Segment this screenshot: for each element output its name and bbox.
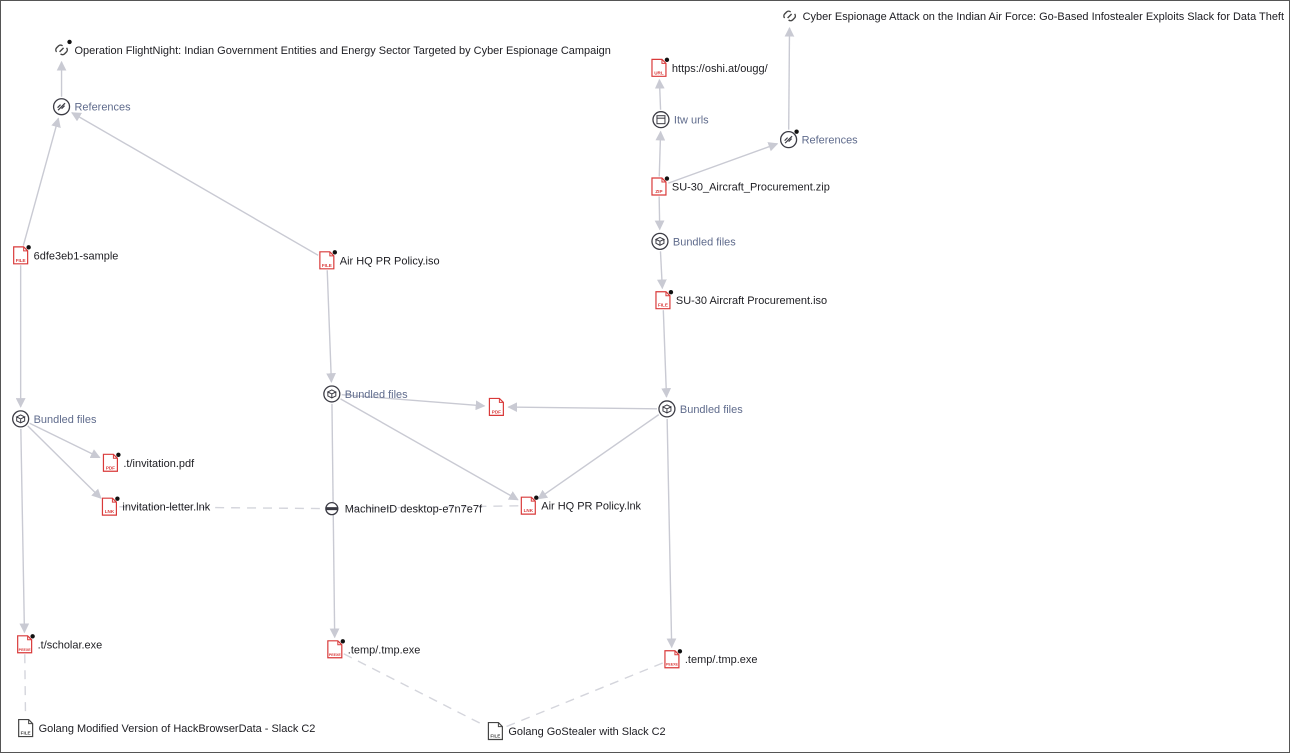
svg-text:PDF: PDF [491,409,501,415]
browser-window-icon [653,112,669,128]
selection-dot-icon [333,250,337,254]
node-ref-top-right[interactable] [784,11,1284,23]
node-url-oshi[interactable] [652,58,769,77]
edge-bundled_r1-to-iso_su30 [660,251,662,288]
exe-file-icon [18,636,32,653]
node-label: Bundled files [344,388,408,401]
pdf-file-icon [103,454,117,471]
edge-bundled_r2-to-lnk_airhq [538,415,659,499]
node-itw-urls[interactable] [653,112,709,128]
svg-text:FILE: FILE [20,730,31,736]
edge-exe_tmp_r-to-golang_gostealer [506,663,662,727]
package-icon [13,411,29,427]
node-references-l[interactable] [54,99,132,115]
svg-text:URL: URL [654,70,664,76]
node-label: Air HQ PR Policy.iso [339,255,440,268]
node-label: https://oshi.at/ougg/ [671,62,768,75]
file-icon [320,252,334,269]
file-icon [656,292,670,309]
edge-sample_6dfe-to-references_l [23,118,58,245]
edge-iso_airhq-to-references_l [72,113,318,256]
node-pdf-center[interactable] [489,398,503,415]
node-label: Cyber Espionage Attack on the Indian Air Force: Go-Based Infostealer Exploits Slack for Data Theft [802,10,1285,23]
selection-dot-icon [30,634,34,638]
svg-text:PEEXE: PEEXE [328,652,341,657]
lnk-file-icon [102,498,116,515]
edge-bundled_r2-to-exe_tmp_r [667,419,672,647]
node-label: MachineID desktop-e7n7e7f [344,503,483,516]
node-label: .t/scholar.exe [37,639,103,652]
node-ref-top-left[interactable] [56,40,611,57]
svg-text:LNK: LNK [523,508,534,514]
edge-zip_file-to-itw_urls [659,132,660,177]
node-label: .temp/.tmp.exe [684,654,758,667]
node-label: Operation FlightNight: Indian Government Entities and Energy Sector Targeted by Cyber Espionage Campaign [74,44,611,57]
node-references-r[interactable] [781,129,859,147]
node-label: .temp/.tmp.exe [347,644,421,657]
selection-dot-icon [534,495,538,499]
node-label: SU-30_Aircraft_Procurement.zip [671,181,830,194]
selection-dot-icon [794,129,798,133]
file-icon [488,723,502,740]
node-label: References [74,101,131,114]
svg-text:PDF: PDF [105,465,116,471]
node-golang-hbd[interactable] [19,720,316,737]
edge-bundled_l-to-pdf_invitation [30,423,100,457]
node-machine-id[interactable] [326,503,483,516]
edge-bundled_l-to-lnk_invitation [28,426,101,498]
edge-zip_file-to-bundled_r1 [659,196,660,229]
edge-bundled_r2-to-pdf_center [508,407,657,409]
file-icon [14,247,28,264]
node-exe-tmp-r[interactable] [665,649,757,668]
selection-dot-icon [115,496,119,500]
node-lnk-invitation[interactable] [102,496,210,515]
svg-text:PEEXE: PEEXE [18,647,31,652]
node-bundled-r2[interactable] [659,401,743,417]
node-label: .t/invitation.pdf [123,457,195,470]
node-golang-gostealer[interactable] [488,723,665,740]
link-icon [781,132,797,148]
selection-dot-icon [26,245,30,249]
node-label: Bundled files [33,413,97,426]
selection-dot-icon [665,176,669,180]
svg-text:FILE: FILE [321,262,332,268]
node-label: Golang GoStealer with Slack C2 [508,726,666,739]
node-bundled-r1[interactable] [652,233,736,249]
edge-bundled_l-to-exe_scholar [21,429,25,632]
selection-dot-icon [669,290,673,294]
selection-dot-icon [341,639,345,643]
node-label: Bundled files [679,403,743,416]
link-icon [784,11,795,21]
package-icon [652,233,668,249]
edge-exe_scholar-to-golang_hbd [25,654,26,716]
link-icon [56,45,67,55]
node-bundled-l[interactable] [13,411,97,427]
selection-dot-icon [67,40,71,44]
node-label: Bundled files [672,236,736,249]
node-label: invitation-letter.lnk [122,501,211,514]
svg-text:FILE: FILE [15,257,26,263]
package-icon [659,401,675,417]
node-label: SU-30 Aircraft Procurement.iso [675,295,828,308]
node-iso-su30[interactable] [656,290,827,309]
node-label: Golang Modified Version of HackBrowserData - Slack C2 [38,723,316,736]
edge-bundled_m-to-exe_tmp_m [332,404,335,637]
svg-text:LNK: LNK [104,509,115,515]
node-label: Itw urls [673,114,709,127]
node-pdf-invitation[interactable] [103,453,195,472]
edge-references_r-to-ref_top_right [789,28,790,130]
node-label: 6dfe3eb1-sample [33,250,119,263]
node-bundled-m[interactable] [324,386,408,402]
edge-iso_su30-to-bundled_r2 [663,310,666,397]
exe-file-icon [665,651,679,668]
nodes-layer [13,11,1284,740]
node-exe-tmp-m[interactable] [328,639,420,658]
file-icon [652,178,666,195]
node-label: Air HQ PR Policy.lnk [541,500,642,513]
svg-text:ZIP: ZIP [655,188,663,194]
svg-text:FILE: FILE [490,733,501,739]
exe-file-icon [328,641,342,658]
selection-dot-icon [678,649,682,653]
link-icon [54,99,70,115]
url-file-icon [652,59,666,76]
machine-icon [326,503,338,515]
selection-dot-icon [116,453,120,457]
node-iso-airhq[interactable] [320,250,440,269]
selection-dot-icon [665,58,669,62]
file-icon [19,720,33,737]
edge-itw_urls-to-url_oshi [659,80,660,110]
svg-text:FILE: FILE [657,302,668,308]
lnk-file-icon [521,497,535,514]
node-label: References [801,134,858,147]
svg-text:PEEXE: PEEXE [665,662,678,667]
node-sample-6dfe[interactable] [14,245,119,264]
node-exe-scholar[interactable] [18,634,103,653]
edge-exe_tmp_m-to-golang_gostealer [344,654,485,726]
edge-iso_airhq-to-bundled_m [327,270,331,382]
package-icon [324,386,340,402]
pdf-file-icon [489,398,503,415]
edge-zip_file-to-references_r [668,144,777,183]
